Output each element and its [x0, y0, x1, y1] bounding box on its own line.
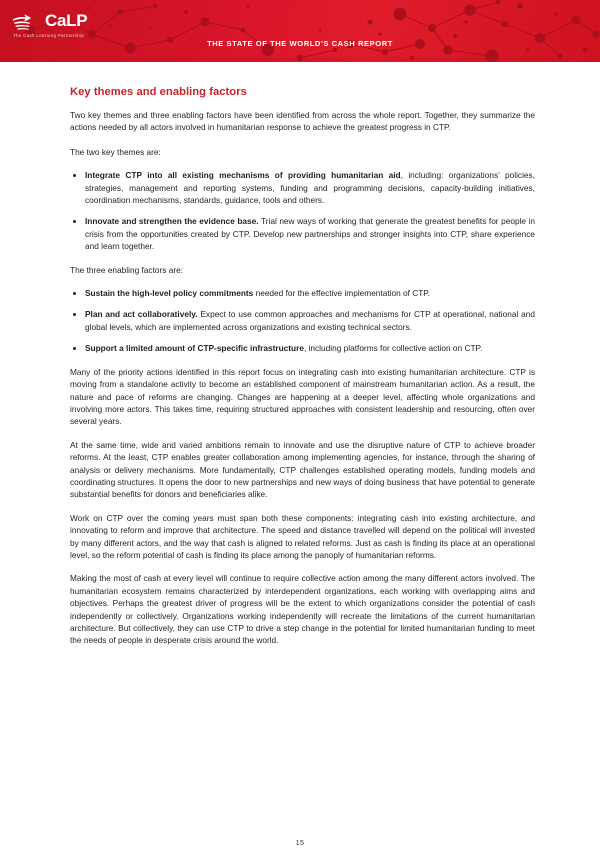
list-item-lead: Integrate CTP into all existing mechanisms of providing humanitarian aid — [85, 170, 401, 181]
key-themes-list — [70, 169, 535, 252]
list-item — [70, 287, 535, 299]
list-item — [70, 342, 535, 354]
calp-wordmark: CaLP — [45, 11, 88, 30]
intro-paragraph: Two key themes and three enabling factors have been identified from across the whole report. Together, they summarize the actions needed by all actors involved in humanitarian response to achieve the greatest progress in CTP. — [70, 110, 535, 133]
bullet-dot-icon — [73, 292, 76, 295]
list-item — [70, 169, 535, 206]
bullet-dot-icon — [73, 174, 76, 177]
list-item-text: Trial new ways of working that generate the greatest benefits for people in crisis from the opportunities created by CTP. Develop new partnerships and stronger insights into CTP, share experience and learn together. — [85, 216, 536, 252]
list-item-lead: Sustain the high-level policy commitments — [85, 288, 254, 299]
list-item — [70, 308, 535, 333]
body-paragraph: Work on CTP over the coming years must span both these components: integrating cash into existing architecture, and innovating to reform and improve that architecture. The speed and distance travelled will depend on the political will invested by many different actors, and the way that cash is aligned to related reforms. Just as cash is finding its place at an operational level, so the reform potential of cash is finding its place among the panoply of humanitarian reforms. — [70, 512, 535, 560]
banner-bottom-fade — [0, 56, 600, 62]
list-item-text: , including platforms for collective action on CTP. — [303, 343, 483, 354]
list-item-lead: Support a limited amount of CTP-specific infrastructure — [85, 343, 304, 354]
key-themes-lead: The two key themes are: — [70, 146, 161, 157]
bullet-dot-icon — [73, 347, 76, 350]
bullet-dot-icon — [73, 313, 76, 316]
list-item-lead: Innovate and strengthen the evidence base. — [85, 216, 259, 227]
body-paragraph: At the same time, wide and varied ambitions remain to innovate and use the disruptive nature of CTP to achieve broader reforms. At the least, CTP enables greater collaboration among implementing agencies, for instance, through the sharing of analysis or delivery mechanisms. More fundamentally, CTP challenges established operating models, funding models and coordinating structures. It opens the door to new partnerships and new ways of doing business that have potential to generate substantial benefits for donors and beneficiaries alike. — [70, 439, 535, 500]
page-content — [70, 85, 535, 658]
enabling-factors-list — [70, 287, 535, 355]
list-item — [70, 215, 535, 252]
page-number: 15 — [295, 838, 305, 847]
body-paragraph: Many of the priority actions identified in this report focus on integrating cash into existing humanitarian architecture. CTP is moving from a standalone activity to become an established component of mainstream humanitarian action. As a result, the nature and pace of reforms are changing. Changes are happening at a deeper level, affecting whole organizations and involving more actors. This takes time, requiring structured approaches with consistent leadership and resourcing, often over several years. — [70, 366, 535, 427]
body-paragraph: Making the most of cash at every level will continue to require collective action among the many different actors involved. The humanitarian ecosystem remains characterized by interdependent organizations, each working with overlapping aims and objectives. Perhaps the greatest driver of progress will be the extent to which organizations consider the potential of cash independently or collectively. Organizations working independently will recreate the limitations of the current humanitarian architecture. But collectively, they can use CTP to drive a step change in the potential for limited humanitarian funding to meet the needs of people in desperate crisis around the world. — [70, 573, 535, 646]
bullet-dot-icon — [73, 220, 76, 223]
page-header-banner — [0, 0, 600, 62]
list-item-text: needed for the effective implementation of CTP. — [253, 288, 431, 299]
section-heading: Key themes and enabling factors — [70, 86, 247, 98]
enabling-factors-lead: The three enabling factors are: — [70, 264, 183, 275]
list-item-text: Expect to use common approaches and mechanisms for CTP at operational, national and global levels, which are implemented across organizations and existing technical sectors. — [85, 309, 535, 332]
report-title: THE STATE OF THE WORLD'S CASH REPORT — [207, 39, 393, 48]
list-item-lead: Plan and act collaboratively. — [85, 309, 198, 320]
list-item-text: , including: organizations’ policies, strategies, management and reporting systems, funding and programming decisions, capacity-building initiatives, coordination mechanisms, standards, guidance, tools and others. — [85, 170, 535, 206]
calp-tagline: The Cash Learning Partnership — [13, 33, 85, 38]
hand-wing-icon — [12, 13, 42, 31]
